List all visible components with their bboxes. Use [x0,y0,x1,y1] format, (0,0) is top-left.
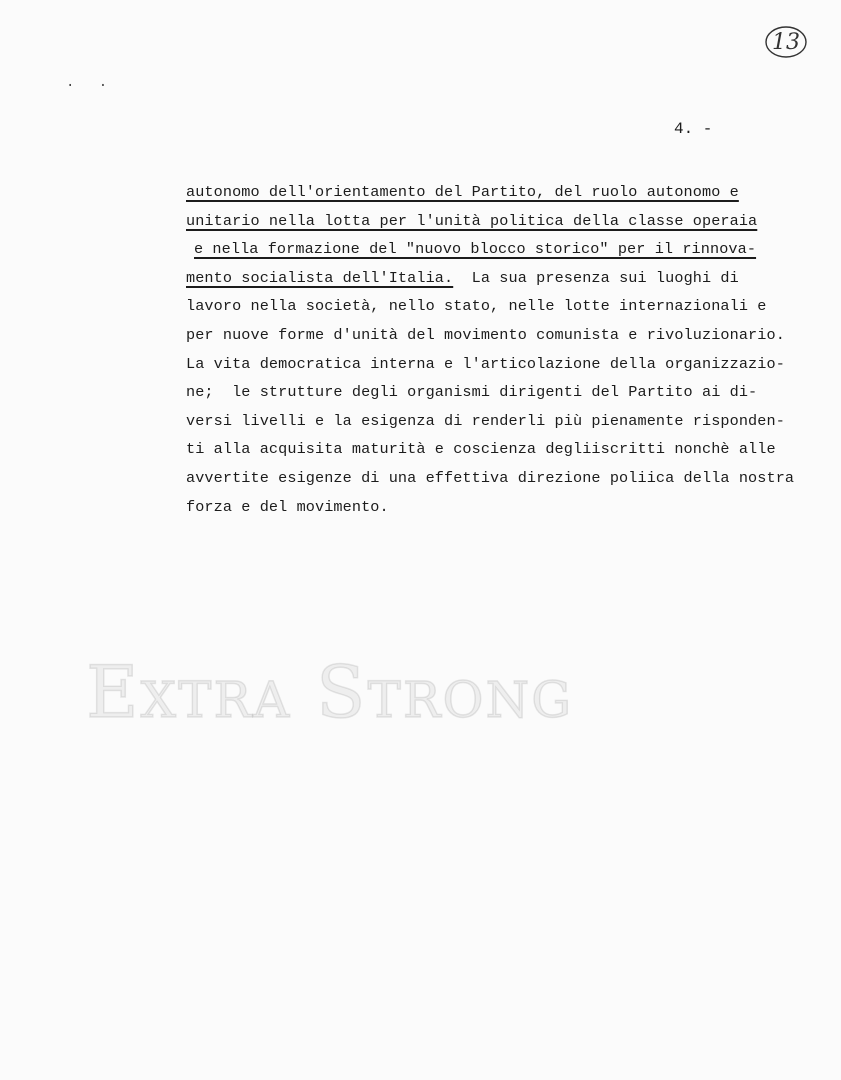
text-line [186,264,841,293]
page-heading: 4. - [674,120,713,138]
text-line-content: per nuove forme d'unità del movimento comunista e rivoluzionario. [186,325,785,344]
text-line-content: autonomo dell'orientamento del Partito, del ruolo autonomo e [186,183,739,201]
text-line [186,378,841,407]
text-line [186,207,841,236]
stray-marks: · · [66,78,116,94]
text-line-content: avvertite esigenze di una effettiva direzione poliica della nostra [186,468,795,487]
text-line-content: forza e del movimento. [186,497,389,516]
text-line [186,350,841,379]
text-line [186,407,841,436]
text-line-continuation: La sua presenza sui luoghi di [453,268,739,287]
text-line-content: e nella formazione del "nuovo blocco storico" per il rinnova- [194,240,757,259]
text-line [186,435,841,464]
circled-page-number [764,24,808,60]
text-line-content: ti alla acquisita maturità e coscienza degliiscritti nonchè alle [186,440,776,459]
text-line-content: unitario nella lotta per l'unità politica della classe operaia [186,211,758,230]
text-line-content: ne; le strutture degli organismi dirigenti del Partito ai di- [186,383,758,402]
text-line [186,321,841,350]
text-line-content: lavoro nella società, nello stato, nelle lotte internazionali e [186,297,767,316]
circled-number-text: 13 [772,29,800,55]
text-line-content: mento socialista dell'Italia. [186,268,454,287]
text-line [186,464,841,493]
text-line [186,493,841,522]
paper-watermark: Extra Strong [86,650,574,734]
text-line-content: versi livelli e la esigenza di renderli più pienamente risponden- [186,411,785,430]
text-line [186,235,841,264]
text-line-content: La vita democratica interna e l'articolazione della organizzazio- [186,354,785,373]
text-line [186,292,841,321]
body-text [186,178,841,521]
text-line [186,178,841,207]
